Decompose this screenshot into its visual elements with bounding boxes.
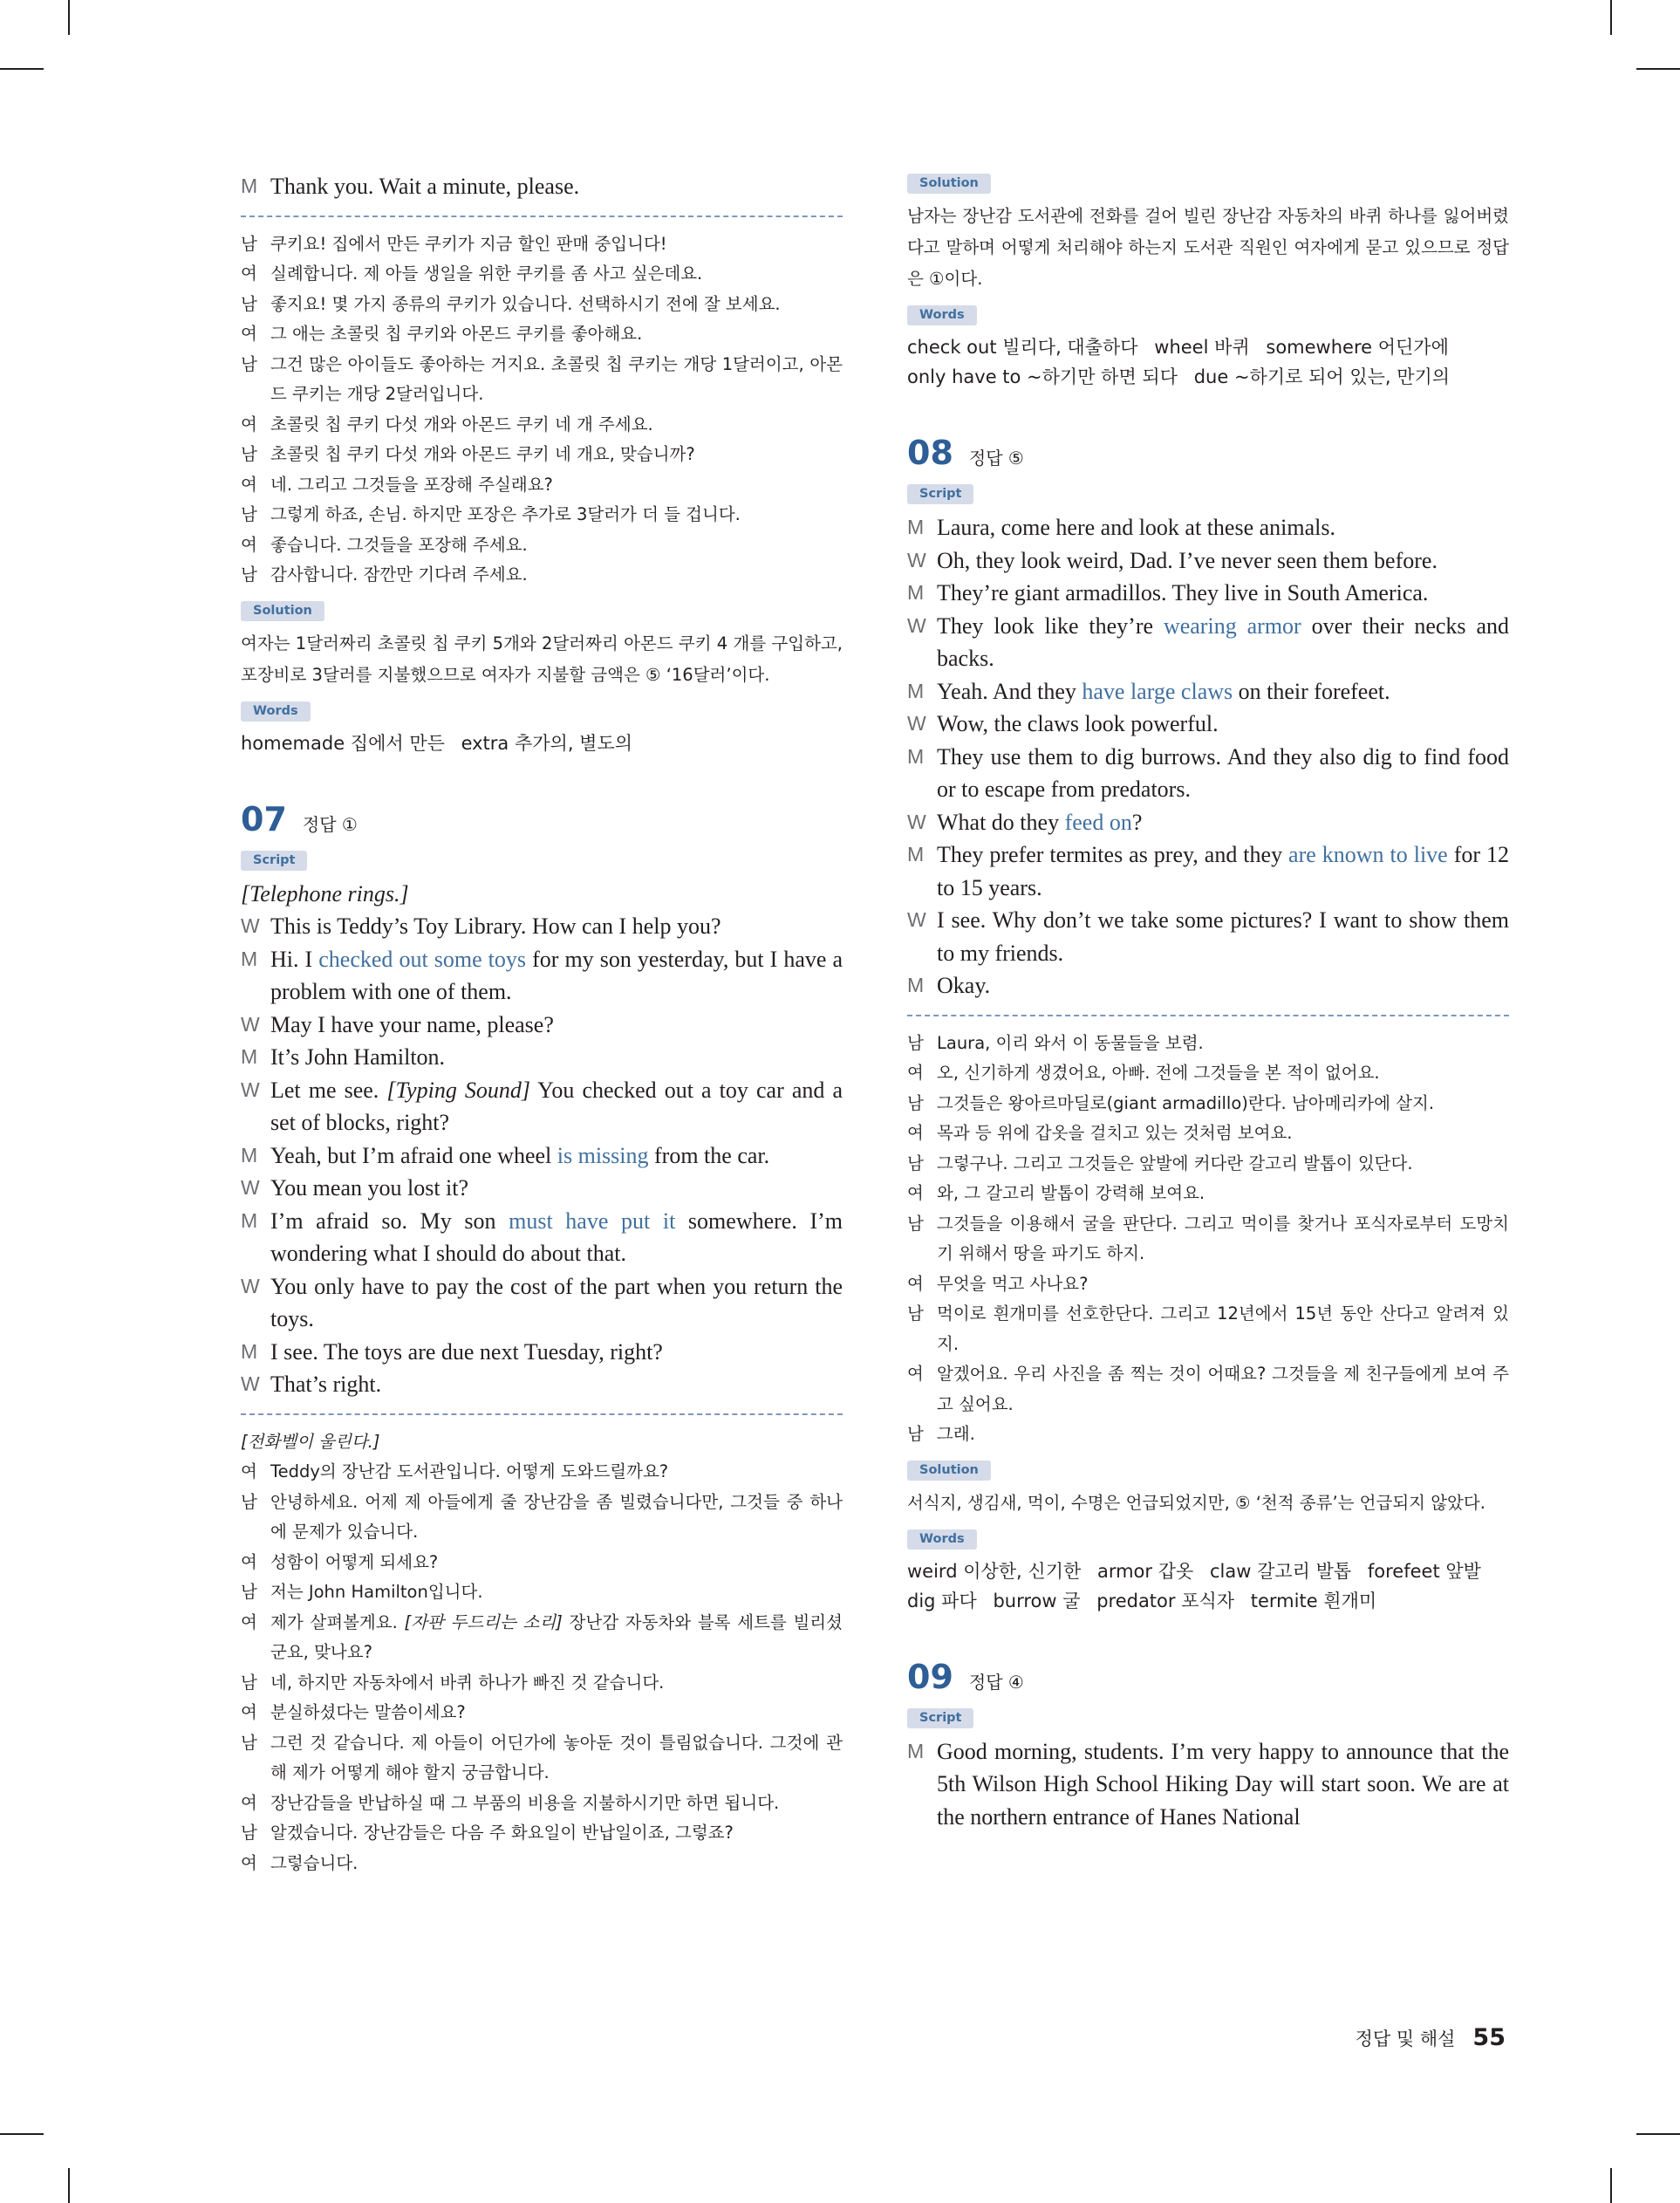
sound-direction: [Typing Sound] (386, 1077, 531, 1103)
speaker-label: 남 (241, 504, 257, 524)
dialogue-line (241, 440, 843, 470)
text-segment: on their forefeet. (1233, 678, 1390, 704)
text-segment: Yeah, but I’m afraid one wheel (270, 1142, 557, 1168)
speaker-label: 여 (907, 1364, 924, 1384)
dialogue-line (241, 1698, 843, 1728)
dialogue-line (241, 1728, 843, 1789)
speaker-label: W (241, 1176, 260, 1199)
text-segment: Let me see. (270, 1077, 387, 1103)
crop-mark (0, 68, 44, 70)
dialogue-text: 쿠키요! 집에서 만든 쿠키가 지금 할인 판매 중입니다! (270, 233, 667, 254)
dialogue-text: Laura, come here and look at these animals. (937, 515, 1335, 540)
speaker-label: 여 (241, 1852, 257, 1873)
dialogue-text: Oh, they look weird, Dad. I’ve never seen them before. (937, 547, 1438, 573)
korean-translation (241, 1457, 843, 1878)
highlighted-phrase: is missing (557, 1142, 649, 1168)
text-segment: from the car. (648, 1142, 770, 1168)
dialogue-line (241, 1041, 843, 1074)
speaker-label: 여 (241, 1792, 257, 1813)
dialogue-line (907, 1089, 1509, 1119)
dialogue-text: 그래. (937, 1424, 975, 1444)
dialogue-text: 초콜릿 칩 쿠키 다섯 개와 아몬드 쿠키 네 개요, 맞습니까? (270, 444, 695, 464)
solution-tag: Solution (907, 174, 991, 194)
divider (241, 216, 843, 217)
divider (907, 1015, 1509, 1016)
word-item: armor 갑옷 (1096, 1560, 1194, 1582)
speaker-label: M (241, 1143, 258, 1166)
highlighted-phrase: wearing armor (1163, 612, 1301, 639)
dialogue-text: I see. The toys are due next Tuesday, right? (270, 1338, 663, 1365)
dialogue-text: 목과 등 위에 갑옷을 걸치고 있는 것처럼 보여요. (937, 1123, 1293, 1143)
text-segment: ? (1131, 809, 1143, 835)
dialogue-text: It’s John Hamilton. (270, 1044, 446, 1070)
dialogue-text: 그 애는 초콜릿 칩 쿠키와 아몬드 쿠키를 좋아해요. (270, 324, 643, 344)
dialogue-text: 성함이 어떻게 되세요? (270, 1551, 439, 1572)
speaker-label: 여 (907, 1063, 924, 1083)
dialogue-text: Okay. (937, 973, 991, 998)
dialogue-line (241, 560, 843, 591)
dialogue-line (241, 1172, 843, 1205)
dialogue-line (241, 1668, 843, 1699)
dialogue-text: 먹이로 흰개미를 선호한단다. 그리고 12년에서 15년 동안 산다고 알려져 있지. (937, 1303, 1509, 1354)
dialogue-line (241, 1270, 843, 1336)
speaker-label: 남 (907, 1032, 924, 1053)
words-tag: Words (241, 701, 311, 722)
speaker-label: 여 (241, 534, 257, 555)
answer-label: 정답 ④ (968, 1671, 1024, 1693)
speaker-label: M (907, 974, 925, 996)
korean-stage-direction: [전화벨이 울린다.] (241, 1431, 380, 1452)
crop-mark (68, 2168, 70, 2203)
text-segment: for 12 to 15 years. (937, 842, 1509, 900)
speaker-label: W (907, 908, 926, 931)
word-item: wheel 바퀴 (1154, 337, 1250, 358)
dialogue-text: 네, 하지만 자동차에서 바퀴 하나가 빠진 것 같습니다. (270, 1672, 665, 1693)
speaker-label: M (907, 679, 925, 702)
words-tag: Words (907, 305, 977, 325)
word-item: extra 추가의, 별도의 (461, 732, 633, 754)
solution-text: 서식지, 생김새, 먹이, 수명은 언급되었지만, ⑤ ‘천적 종류’는 언급되지 않았다. (907, 1492, 1485, 1513)
speaker-label: 여 (907, 1183, 924, 1203)
dialogue-text: Teddy의 장난감 도서관입니다. 어떻게 도와드릴까요? (270, 1461, 669, 1481)
text-segment: They prefer termites as prey, and they (937, 842, 1289, 867)
dialogue-text (270, 1205, 843, 1270)
text-segment: Yeah. And they (937, 678, 1082, 704)
speaker-label: 남 (241, 293, 257, 314)
crop-mark (1636, 2133, 1680, 2135)
speaker-label: M (907, 744, 925, 768)
dialogue-line (907, 577, 1509, 610)
dialogue-line (241, 500, 843, 530)
speaker-label: 남 (907, 1303, 924, 1324)
text-segment: I’m afraid so. My son (270, 1208, 509, 1234)
dialogue-line (241, 1205, 843, 1270)
question-header (907, 1658, 1509, 1696)
answer-label: 정답 ① (302, 813, 358, 835)
speaker-label: 여 (907, 1123, 924, 1143)
dialogue-text: You mean you lost it? (270, 1175, 469, 1201)
dialogue-line (907, 675, 1509, 708)
dialogue-line (241, 1368, 843, 1401)
speaker-label: 남 (907, 1213, 924, 1234)
dialogue-text: 분실하셨다는 말씀이세요? (270, 1702, 466, 1722)
dialogue-line (241, 319, 843, 350)
speaker-label: 남 (241, 444, 257, 464)
speaker-label: M (241, 1045, 258, 1068)
dialogue-text: 알겠습니다. 장난감들은 다음 주 화요일이 반납일이죠, 그렇죠? (270, 1823, 734, 1843)
page-number: 55 (1472, 2024, 1506, 2051)
speaker-label: M (241, 1339, 258, 1363)
left-column (241, 170, 843, 1878)
dialogue-line (907, 511, 1509, 544)
word-item: only have to ~하기만 하면 되다 (907, 366, 1178, 387)
dialogue-line (907, 969, 1509, 1002)
dialogue-line (241, 530, 843, 561)
speaker-label: 남 (241, 1491, 257, 1512)
dialogue-line (241, 1577, 843, 1608)
highlighted-phrase: must have put it (509, 1208, 676, 1234)
solution-tag: Solution (907, 1461, 991, 1481)
speaker-label: W (907, 613, 926, 637)
words-list (907, 332, 1509, 392)
speaker-label: 여 (241, 1702, 257, 1722)
words-tag: Words (907, 1529, 977, 1550)
word-item: claw 갈고리 발톱 (1209, 1560, 1352, 1582)
highlighted-phrase: checked out some toys (318, 946, 527, 972)
dialogue-line (907, 838, 1509, 904)
dialogue-line (241, 1548, 843, 1578)
dialogue-line (241, 470, 843, 501)
dialogue-line (241, 1336, 843, 1369)
speaker-label: 남 (907, 1424, 924, 1444)
dialogue-text (937, 838, 1509, 904)
dialogue-line (241, 1139, 843, 1173)
speaker-label: 남 (907, 1092, 924, 1113)
question-number: 08 (907, 434, 953, 472)
dialogue-text: 네. 그리고 그것들을 포장해 주실래요? (270, 474, 553, 495)
dialogue-text (270, 1608, 843, 1668)
dialogue-line (241, 229, 843, 260)
english-script (907, 511, 1509, 1002)
dialogue-line (907, 1119, 1509, 1149)
dialogue-line (241, 1608, 843, 1668)
text-segment: What do they (937, 809, 1065, 835)
word-item: termite 흰개미 (1250, 1590, 1377, 1611)
speaker-label: W (241, 1078, 260, 1101)
speaker-label: M (907, 1739, 925, 1762)
dialogue-text (937, 610, 1509, 675)
english-script (907, 1735, 1509, 1834)
korean-translation (907, 1029, 1509, 1450)
crop-mark (0, 2133, 44, 2135)
dialogue-line (907, 544, 1509, 578)
speaker-label: M (241, 947, 258, 970)
speaker-label: 남 (241, 1823, 257, 1843)
dialogue-text: 그것들을 이용해서 굴을 판단다. 그리고 먹이를 찾거나 포식자로부터 도망치기 위해서 땅을 파기도 하지. (937, 1213, 1509, 1263)
word-item: forefeet 앞발 (1367, 1560, 1481, 1582)
word-item: weird 이상한, 신기한 (907, 1560, 1082, 1582)
text-segment: for my son yesterday, but I have a problem with one of them. (270, 946, 843, 1004)
question-number: 07 (241, 799, 287, 838)
text-segment: You checked out a toy car and a set of blocks, right? (270, 1077, 843, 1135)
dialogue-line (907, 806, 1509, 839)
speaker-label: M (907, 516, 925, 538)
text-segment: somewhere. I’m wondering what I should do about that. (270, 1208, 843, 1266)
crop-mark (1636, 68, 1680, 70)
speaker-label: 남 (241, 353, 257, 374)
highlighted-phrase: have large claws (1082, 678, 1233, 704)
script-text: Thank you. Wait a minute, please. (270, 174, 580, 199)
question-header (241, 800, 843, 838)
highlighted-phrase: are known to live (1288, 842, 1448, 867)
dialogue-text: 와, 그 갈고리 발톱이 강력해 보여요. (937, 1183, 1205, 1203)
dialogue-text: 오, 신기하게 생겼어요, 아빠. 전에 그것들을 본 적이 없어요. (937, 1063, 1380, 1083)
dialogue-line (241, 290, 843, 320)
dialogue-text (937, 806, 1509, 839)
speaker-label: W (241, 914, 260, 937)
dialogue-text (937, 675, 1509, 708)
speaker-label: W (241, 1372, 260, 1395)
sound-direction: [자판 두드리는 소리] (404, 1611, 563, 1632)
dialogue-text: 좋지요! 몇 가지 종류의 쿠키가 있습니다. 선택하시기 전에 잘 보세요. (270, 293, 781, 314)
dialogue-line (241, 259, 843, 290)
speaker-label: 남 (241, 564, 257, 585)
dialogue-text: 장난감들을 반납하실 때 그 부품의 비용을 지불하시기만 하면 됩니다. (270, 1792, 780, 1813)
text-segment: 장난감 자동차와 블록 세트를 빌리셨군요, 맞나요? (270, 1611, 843, 1662)
dialogue-line (907, 1149, 1509, 1180)
text-segment: over their necks and backs. (937, 612, 1509, 671)
dialogue-line (907, 904, 1509, 969)
speaker-label: W (241, 1274, 260, 1297)
dialogue-text: 실례합니다. 제 아들 생일을 위한 쿠키를 좀 사고 싶은데요. (270, 263, 703, 284)
dialogue-text: 저는 John Hamilton입니다. (270, 1582, 483, 1602)
page-footer (1356, 2024, 1506, 2051)
script-tag: Script (241, 851, 307, 871)
dialogue-text: 초콜릿 칩 쿠키 다섯 개와 아몬드 쿠키 네 개 주세요. (270, 414, 653, 434)
dialogue-text: You only have to pay the cost of the part when you return the toys. (270, 1273, 843, 1331)
divider (241, 1413, 843, 1415)
word-item: somewhere 어딘가에 (1266, 337, 1449, 358)
text-segment: Hi. I (270, 946, 319, 972)
solution-text: 남자는 장난감 도서관에 전화를 걸어 빌린 장난감 자동차의 바퀴 하나를 잃어버렸다고 말하며 어떻게 처리해야 하는지 도서관 직원인 여자에게 묻고 있으므로 정답은 ①이다. (907, 206, 1509, 289)
word-item: check out 빌리다, 대출하다 (907, 337, 1138, 358)
dialogue-line (907, 1209, 1509, 1269)
stage-direction: [Telephone rings.] (241, 880, 409, 907)
dialogue-text: They’re giant armadillos. They live in South America. (937, 580, 1429, 605)
speaker-label: 여 (241, 414, 257, 434)
solution-text: 여자는 1달러짜리 초콜릿 칩 쿠키 5개와 2달러짜리 아몬드 쿠키 4 개를 구입하고, 포장비로 3달러를 지불했으므로 여자가 지불할 금액은 ⑤ ‘16달러’이다. (241, 633, 843, 685)
speaker-label: 남 (907, 1153, 924, 1173)
dialogue-line (907, 610, 1509, 675)
word-item: dig 파다 (907, 1590, 977, 1611)
script-tag: Script (907, 1708, 973, 1728)
words-list (907, 1556, 1509, 1616)
speaker-label: 남 (241, 1732, 257, 1753)
speaker-label: 여 (241, 1551, 257, 1572)
highlighted-phrase: feed on (1064, 809, 1132, 835)
word-item: due ~하기로 되어 있는, 만기의 (1193, 366, 1451, 387)
dialogue-text: Good morning, students. I’m very happy to announce that the 5th Wilson High School Hiking Day will start soon. We are at the northern entrance of Hanes National (937, 1738, 1509, 1830)
question-header (907, 434, 1509, 472)
dialogue-text: I see. Why don’t we take some pictures? I want to show them to my friends. (937, 907, 1509, 966)
dialogue-text: 그렇게 하죠, 손님. 하지만 포장은 추가로 3달러가 더 들 겁니다. (270, 504, 741, 524)
dialogue-line (241, 1074, 843, 1139)
dialogue-text: They use them to dig burrows. And they also dig to find food or to escape from predators. (937, 743, 1509, 802)
footer-title: 정답 및 해설 (1355, 2029, 1456, 2049)
text-segment: 제가 살펴볼게요. (270, 1611, 405, 1632)
dialogue-line (241, 410, 843, 441)
dialogue-text: Wow, the claws look powerful. (937, 711, 1219, 736)
word-item: homemade 집에서 만든 (241, 732, 445, 754)
dialogue-line (907, 1179, 1509, 1209)
speaker-label: W (907, 548, 926, 571)
dialogue-line (907, 708, 1509, 741)
dialogue-text (270, 1074, 843, 1139)
words-list (241, 729, 843, 758)
answer-label: 정답 ⑤ (968, 448, 1024, 469)
speaker-label: 남 (241, 233, 257, 254)
speaker-label: 여 (241, 1461, 257, 1481)
dialogue-text: 그건 많은 아이들도 좋아하는 거지요. 초콜릿 칩 쿠키는 개당 1달러이고, 아몬드 쿠키는 개당 2달러입니다. (270, 353, 843, 404)
dialogue-line (241, 910, 843, 943)
speaker-label: 여 (241, 263, 257, 284)
dialogue-line (907, 1058, 1509, 1089)
speaker-label: W (907, 712, 926, 735)
dialogue-line (907, 1735, 1509, 1834)
dialogue-line (907, 1359, 1509, 1420)
dialogue-line (241, 1849, 843, 1879)
dialogue-text (270, 943, 843, 1009)
dialogue-line (907, 741, 1509, 806)
dialogue-text: May I have your name, please? (270, 1011, 554, 1037)
speaker-label: 여 (241, 474, 257, 495)
right-column (907, 170, 1509, 1833)
korean-translation (241, 229, 843, 591)
dialogue-line (907, 1029, 1509, 1059)
dialogue-line (241, 1818, 843, 1849)
dialogue-line (907, 1269, 1509, 1300)
speaker-label: W (907, 810, 926, 833)
question-number: 09 (907, 1657, 953, 1696)
word-item: burrow 굴 (993, 1590, 1081, 1611)
dialogue-line (241, 1488, 843, 1548)
dialogue-line (241, 350, 843, 410)
speaker-label: 여 (241, 324, 257, 344)
speaker-label: M (241, 174, 258, 197)
dialogue-line (241, 943, 843, 1009)
dialogue-text: 그것들은 왕아르마딜로(giant armadillo)란다. 남아메리카에 살지. (937, 1092, 1435, 1113)
dialogue-text: 알겠어요. 우리 사진을 좀 찍는 것이 어때요? 그것들을 제 친구들에게 보여 주고 싶어요. (937, 1364, 1509, 1414)
dialogue-text: 안녕하세요. 어제 제 아들에게 줄 장난감을 좀 빌렸습니다만, 그것들 중 하나에 문제가 있습니다. (270, 1491, 843, 1542)
english-script (241, 910, 843, 1401)
dialogue-line (241, 1457, 843, 1488)
dialogue-text: 감사합니다. 잠깐만 기다려 주세요. (270, 564, 528, 585)
speaker-label: M (907, 581, 925, 604)
dialogue-text: That’s right. (270, 1372, 382, 1397)
dialogue-line (241, 1789, 843, 1819)
speaker-label: M (241, 1208, 258, 1232)
dialogue-text: 그런 것 같습니다. 제 아들이 어딘가에 놓아둔 것이 틀림없습니다. 그것에 관해 제가 어떻게 해야 할지 궁금합니다. (270, 1732, 843, 1782)
script-line (241, 170, 843, 203)
dialogue-text: This is Teddy’s Toy Library. How can I help you? (270, 913, 721, 939)
dialogue-line (907, 1299, 1509, 1359)
dialogue-text: 좋습니다. 그것들을 포장해 주세요. (270, 534, 528, 555)
crop-mark (1610, 2168, 1612, 2203)
speaker-label: 남 (241, 1582, 257, 1602)
speaker-label: 남 (241, 1672, 257, 1693)
dialogue-text (270, 1139, 843, 1173)
crop-mark (68, 0, 70, 35)
speaker-label: M (907, 843, 925, 865)
dialogue-line (241, 1009, 843, 1042)
dialogue-text: 무엇을 먹고 사나요? (937, 1273, 1089, 1294)
dialogue-text: 그렇구나. 그리고 그것들은 앞발에 커다란 갈고리 발톱이 있단다. (937, 1153, 1413, 1173)
speaker-label: 여 (907, 1273, 924, 1294)
speaker-label: 여 (241, 1611, 257, 1632)
word-item: predator 포식자 (1096, 1590, 1235, 1611)
dialogue-line (907, 1420, 1509, 1450)
solution-tag: Solution (241, 601, 324, 621)
script-tag: Script (907, 484, 973, 504)
crop-mark (1610, 0, 1612, 35)
text-segment: They look like they’re (937, 612, 1164, 639)
speaker-label: W (241, 1012, 260, 1036)
dialogue-text: Laura, 이리 와서 이 동물들을 보렴. (937, 1032, 1204, 1053)
dialogue-text: 그렇습니다. (270, 1852, 359, 1873)
